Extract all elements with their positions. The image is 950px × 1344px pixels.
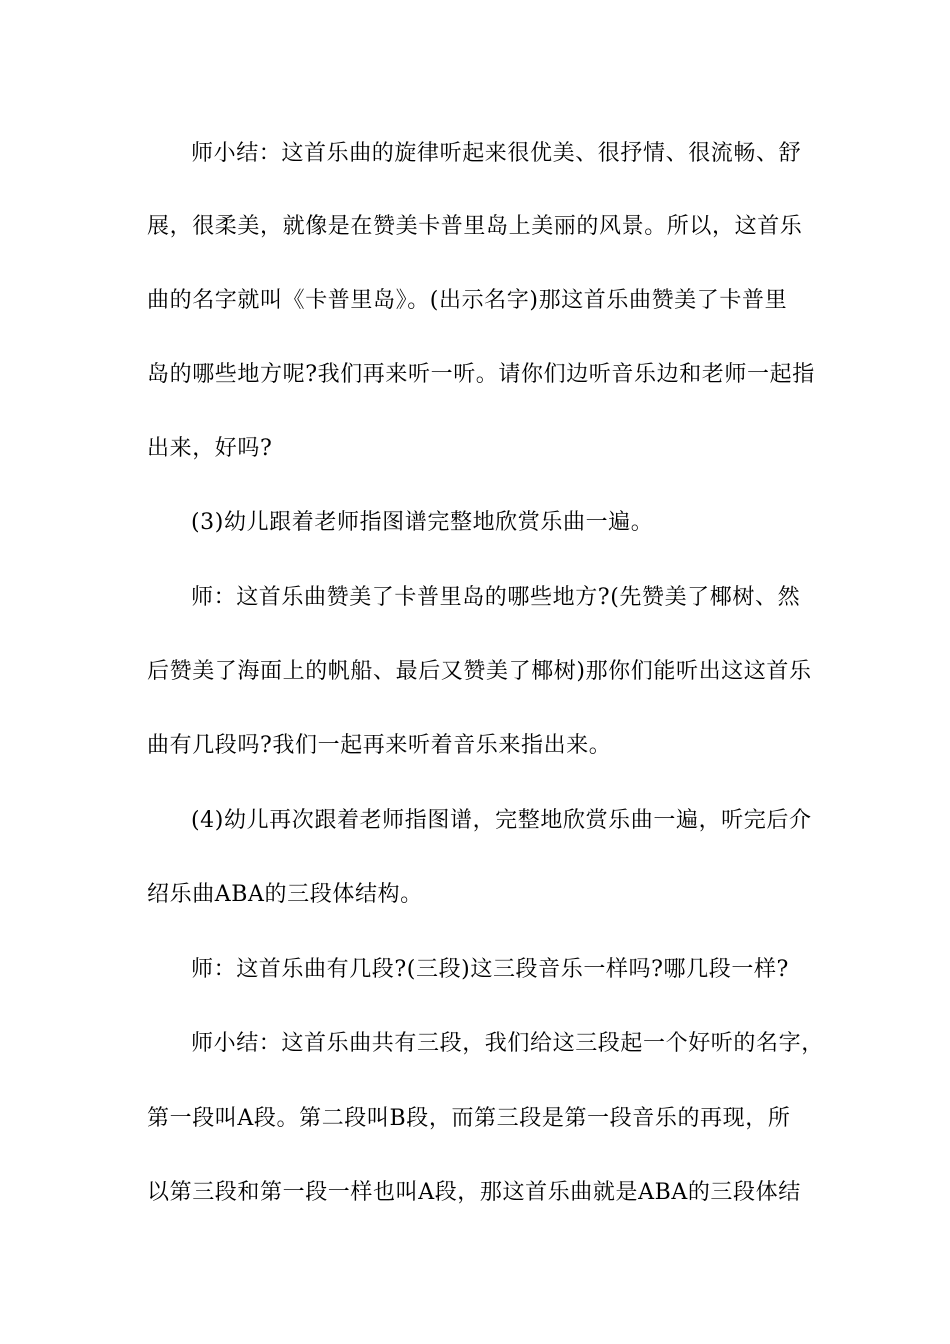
text-line: (3)幼儿跟着老师指图谱完整地欣赏乐曲一遍。 — [191, 510, 654, 535]
text-line: 出来，好吗? — [147, 436, 273, 461]
text-line: 后赞美了海面上的帆船、最后又赞美了椰树)那你们能听出这这首乐 — [147, 659, 812, 684]
text-line: 师：这首乐曲有几段?(三段)这三段音乐一样吗?哪几段一样? — [191, 957, 789, 982]
text-line: (4)幼儿再次跟着老师指图谱，完整地欣赏乐曲一遍，听完后介 — [191, 808, 812, 833]
text-line: 展，很柔美，就像是在赞美卡普里岛上美丽的风景。所以，这首乐 — [147, 214, 803, 239]
text-line: 第一段叫A段。第二段叫B段，而第三段是第一段音乐的再现，所 — [147, 1106, 791, 1131]
text-line: 曲的名字就叫《卡普里岛》。(出示名字)那这首乐曲赞美了卡普里 — [147, 288, 788, 313]
text-line: 以第三段和第一段一样也叫A段，那这首乐曲就是ABA的三段体结 — [147, 1180, 801, 1205]
text-line: 岛的哪些地方呢?我们再来听一听。请你们边听音乐边和老师一起指 — [147, 362, 815, 387]
text-line: 师：这首乐曲赞美了卡普里岛的哪些地方?(先赞美了椰树、然 — [191, 585, 801, 610]
text-line: 师小结：这首乐曲的旋律听起来很优美、很抒情、很流畅、舒 — [191, 141, 802, 166]
text-line: 曲有几段吗?我们一起再来听着音乐来指出来。 — [147, 733, 612, 758]
text-line: 绍乐曲ABA的三段体结构。 — [147, 882, 423, 907]
text-line: 师小结：这首乐曲共有三段，我们给这三段起一个好听的名字， — [191, 1031, 824, 1056]
